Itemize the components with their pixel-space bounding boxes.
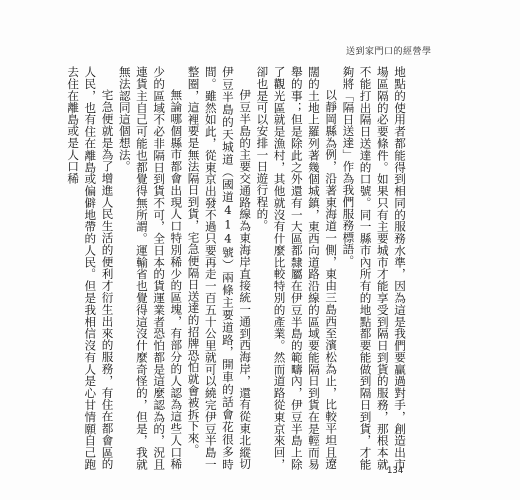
running-head: 送到家門口的經營學 bbox=[346, 47, 432, 57]
paragraph: 宅急便就是為了增進人民生活的便利才衍生出來的服務，有住在都會區的人民，也有住在離島或偏僻地帶的人民。但是我相信沒有人是心甘情願自己跑去住在離島或是人口稀 bbox=[66, 66, 115, 470]
paragraph: 以靜岡縣為例，沿著東海道一側，東由三島西至濱松為止，比較平坦且遼闊的土地上羅列著幾個城鎮，東西向道路沿線的區域要能隔日到貨在是輕而易舉的事；但是除此之外還有一大區都隸屬在伊豆半島的範疇內，伊豆半島上除了觀光區就是漁村，其他就沒有什麼比較特別的產業。然而道路從東京來回，卻也是可以安排一日遊行程的。 bbox=[255, 66, 339, 470]
page-number: 134 bbox=[387, 466, 404, 476]
paragraph: 伊豆半島的主要交通路線為東海岸直接統一通到西海岸，還有從東北縱切伊豆半島的天城道（國道414號）兩條主要道路，開車的話會花很多時間。雖然如此，從東京出發不過只要再走一百五十公里就可以繞完伊豆半島一整圈，這裡要是無法隔日到貨，宅急便隔日送達的招牌恐怕就會被拆下來。 bbox=[186, 66, 253, 470]
paragraph: 無論哪個縣市都會出現人口特別稀少的區塊，有部分的人認為這些人口稀少的區域不必非隔日到貨不可，全日本的貨運業者恐怕都是這麼認為的，況且連貨主自己可能也都覺得無所謂。運輸省也覺得這沒什麼奇怪的，但是，我就無法認同這個想法。 bbox=[117, 66, 184, 470]
paragraph: 地點的使用者都能得到相同的服務水準，因為這是我們要贏過對手，創造出市場區隔的必要條件。如果只有主要城市才能享受到隔日到貨的服務，那根本就不能打出隔日送達的口號。同一縣市內所有的地點都要能做到隔日到貨，才能夠將「隔日送達」作為我們服務標語。 bbox=[341, 66, 407, 470]
body-text bbox=[66, 66, 408, 470]
